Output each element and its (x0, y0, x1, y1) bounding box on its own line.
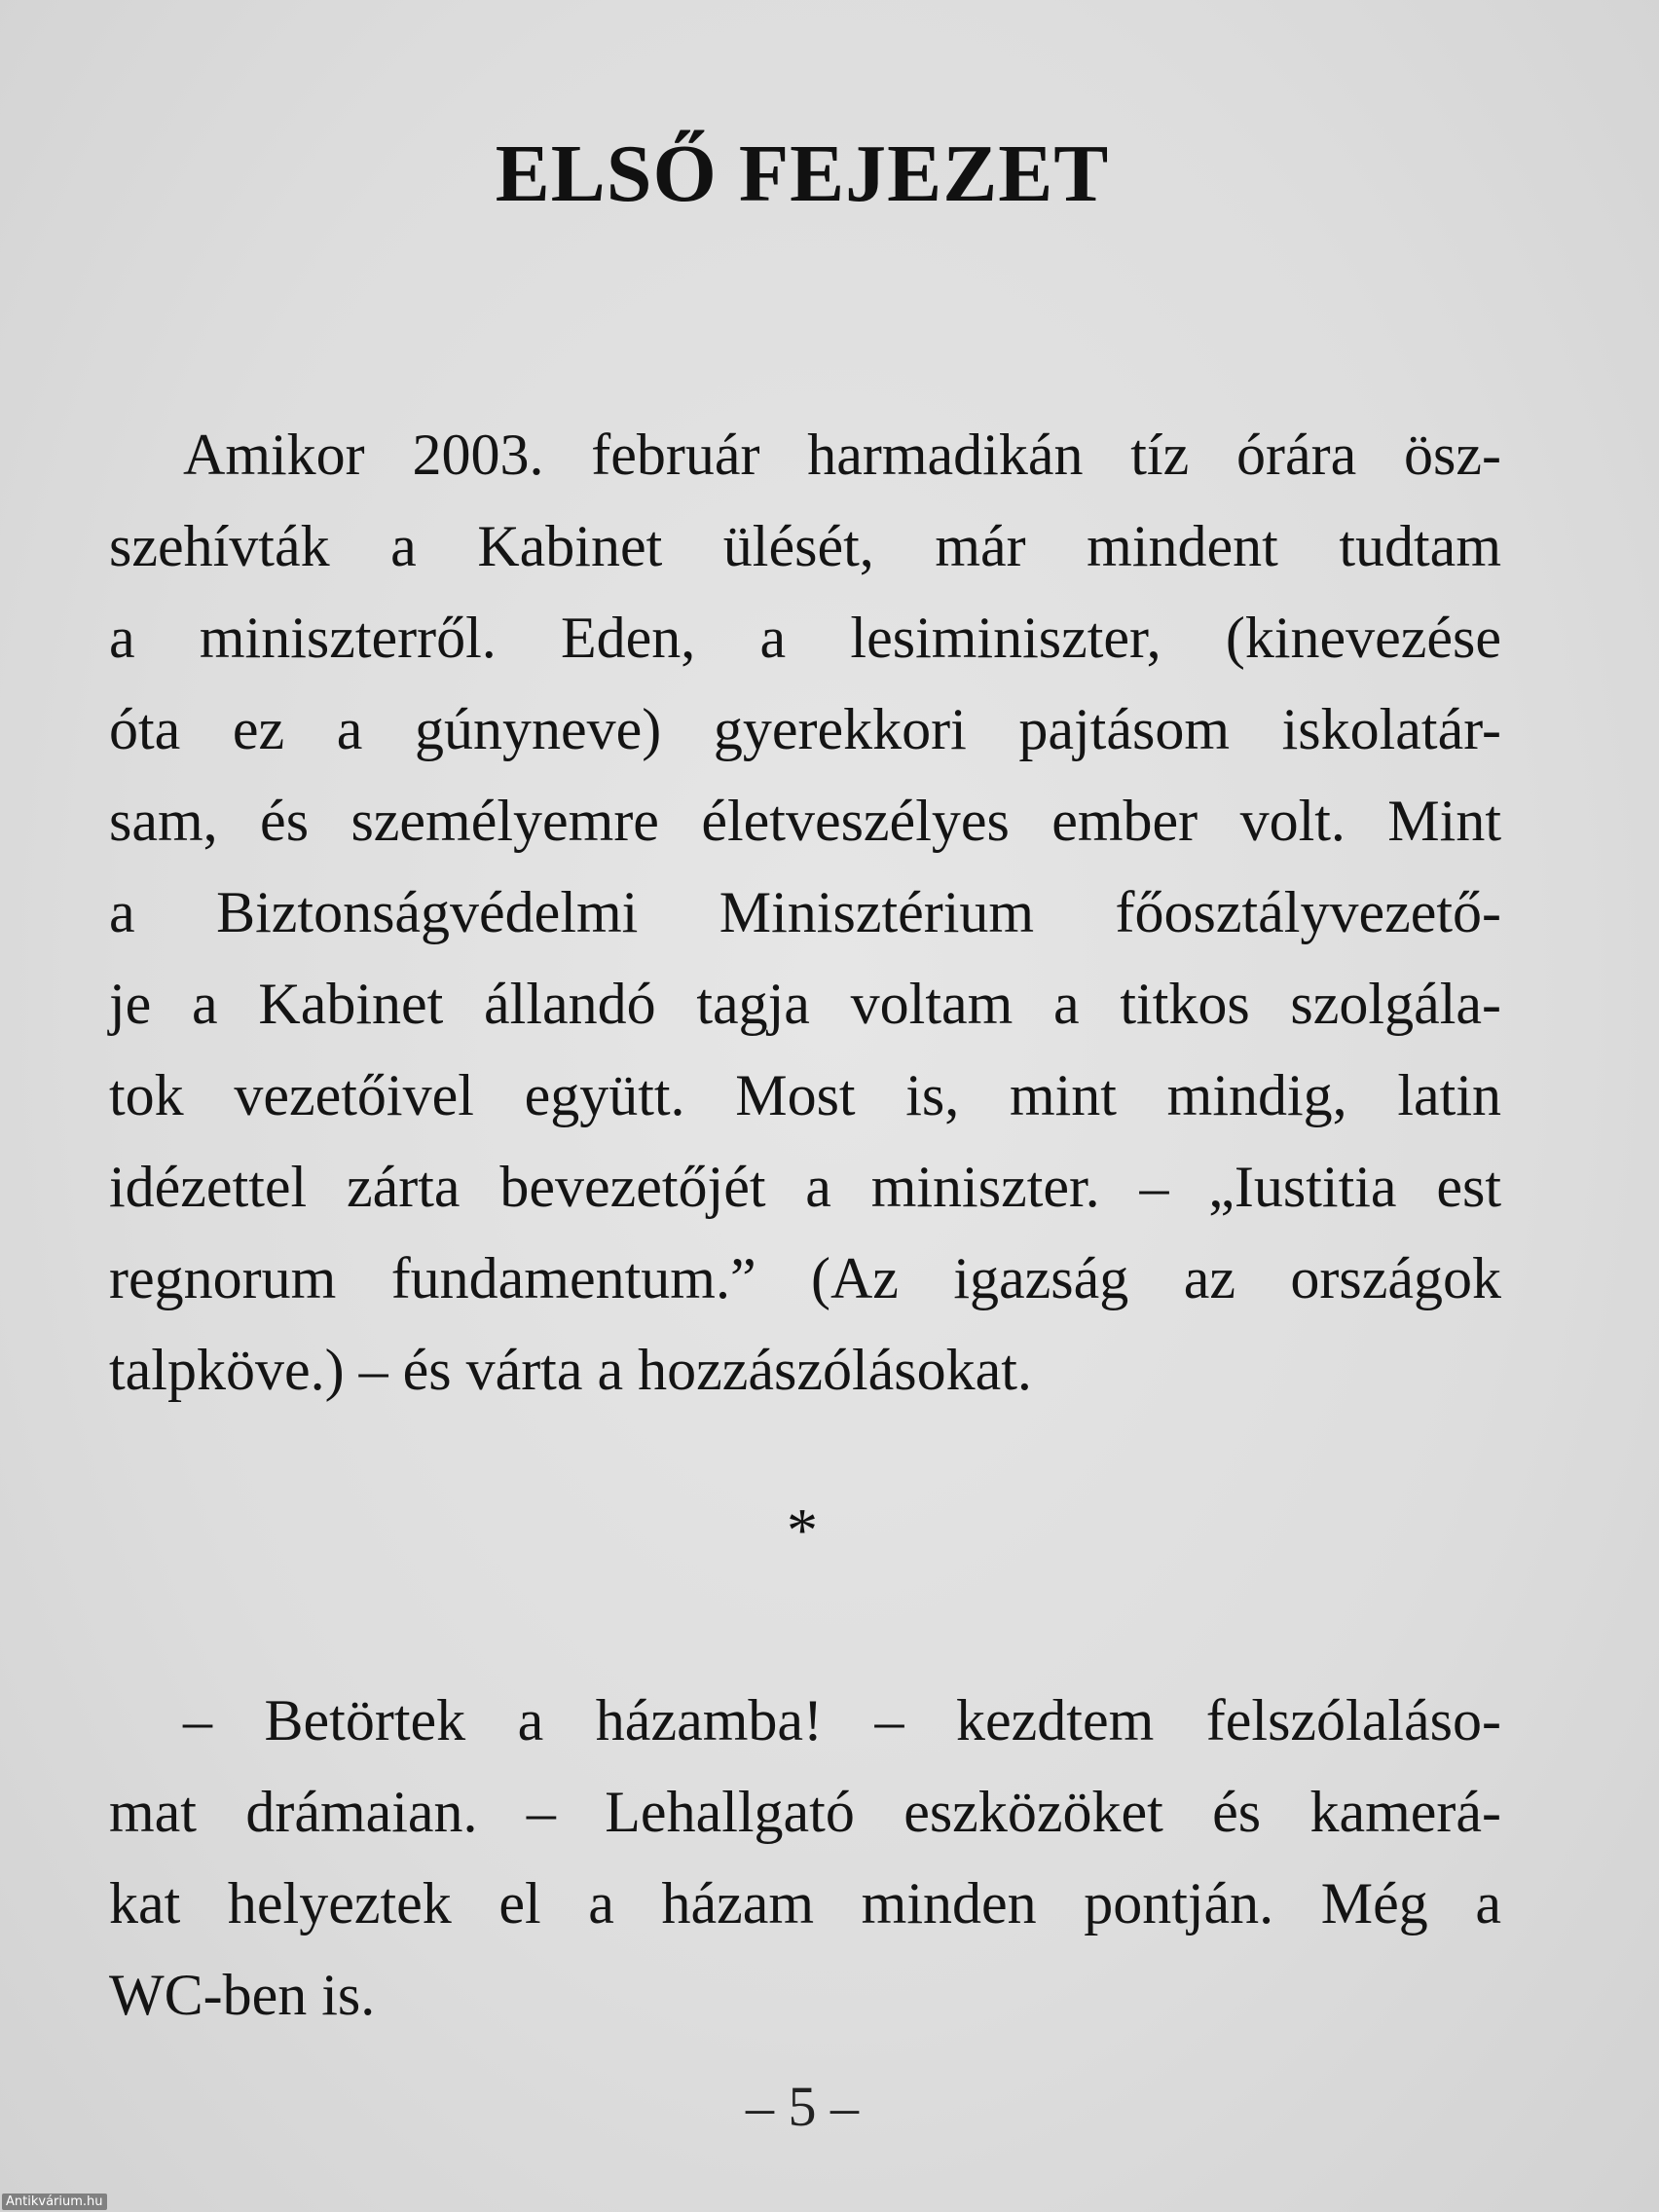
paragraph-1 (109, 409, 1501, 1416)
paragraph-2-line: – Betörtek a házamba! – kezdtem felszólaláso- (183, 1688, 1501, 1752)
paragraph-1-line: talpköve.) – és várta a hozzászólásokat. (109, 1338, 1032, 1402)
paragraph-1-line: Amikor 2003. február harmadikán tíz órára ösz- (183, 423, 1501, 487)
paragraph-1-line: tok vezetőivel együtt. Most is, mint mindig, latin (109, 1063, 1501, 1127)
paragraph-1-line: je a Kabinet állandó tagja voltam a titkos szolgála- (109, 972, 1501, 1036)
paragraph-2-line: WC-ben is. (109, 1963, 376, 2027)
paragraph-1-line: regnorum fundamentum.” (Az igazság az országok (109, 1246, 1501, 1310)
paragraph-1-line: óta ez a gúnyneve) gyerekkori pajtásom iskolatár- (109, 697, 1501, 761)
paragraph-1-line: szehívták a Kabinet ülését, már mindent tudtam (109, 514, 1501, 578)
watermark-label: Antikvárium.hu (2, 2194, 107, 2210)
paragraph-1-line: idézettel zárta bevezetőjét a miniszter. – „Iustitia est (109, 1155, 1501, 1219)
section-separator-asterisk: * (787, 1495, 818, 1565)
paragraph-1-line: a Biztonságvédelmi Minisztérium főosztályvezető- (109, 880, 1501, 944)
paragraph-2-line: mat drámaian. – Lehallgató eszközöket és kamerá- (109, 1780, 1501, 1844)
paragraph-2 (109, 1675, 1501, 2041)
paragraph-1-line: sam, és személyemre életveszélyes ember volt. Mint (109, 789, 1501, 853)
page-number: – 5 – (746, 2075, 859, 2138)
paragraph-1-line: a miniszterről. Eden, a lesiminiszter, (kinevezése (109, 606, 1501, 670)
chapter-title: ELSŐ FEJEZET (495, 129, 1110, 219)
show-through-from-previous-page (58, 19, 1577, 428)
paragraph-2-line: kat helyeztek el a házam minden pontján. Még a (109, 1871, 1501, 1936)
